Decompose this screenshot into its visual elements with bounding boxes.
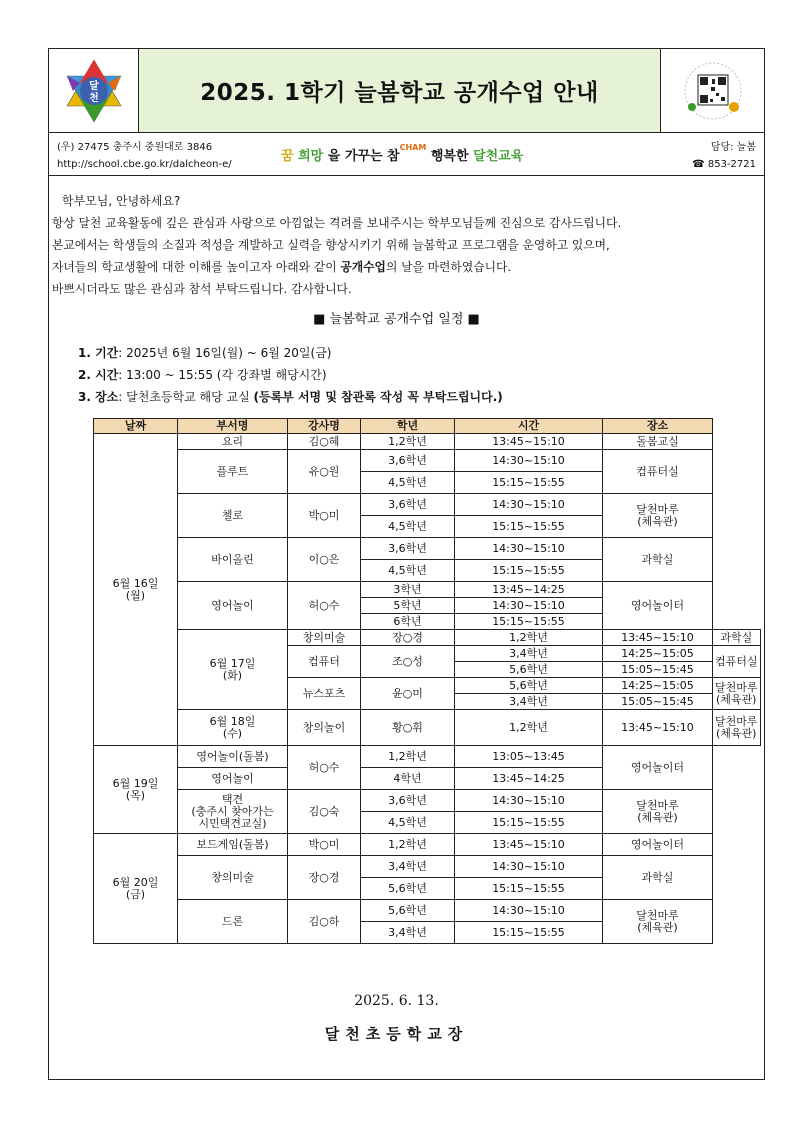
table-cell: 13:45~15:10	[455, 834, 603, 856]
document-date: 2025. 6. 13.	[354, 993, 439, 1009]
table-cell: 5,6학년	[455, 678, 603, 694]
header-teacher: 강사명	[288, 419, 361, 434]
table-cell: 윤○미	[361, 678, 455, 710]
greeting: 학부모님, 안녕하세요?	[62, 194, 181, 208]
table-cell: 13:45~15:10	[603, 630, 713, 646]
table-cell: 14:30~15:10	[455, 900, 603, 922]
table-cell: 조○성	[361, 646, 455, 678]
table-cell: 6월 20일 (금)	[94, 834, 178, 944]
table-cell: 김○숙	[288, 790, 361, 834]
page-title: 2025. 1학기 늘봄학교 공개수업 안내	[200, 80, 599, 106]
table-cell: 플루트	[178, 450, 288, 494]
school-url[interactable]: http://school.cbe.go.kr/dalcheon-e/	[57, 159, 232, 170]
table-cell: 4,5학년	[361, 516, 455, 538]
table-cell: 돌봄교실	[603, 434, 713, 450]
table-cell: 택견 (충주시 찾아가는 시민택견교실)	[178, 790, 288, 834]
table-cell: 15:05~15:45	[603, 662, 713, 678]
table-cell: 1,2학년	[455, 630, 603, 646]
table-cell: 달천마루 (체육관)	[603, 790, 713, 834]
schedule-items	[78, 342, 503, 408]
slogan: 꿈 희망 을 가꾸는 참$^{CHAM}$ 행복한 달천교육	[281, 143, 524, 164]
table-row	[94, 450, 761, 472]
letter-line-1: 항상 달천 교육활동에 깊은 관심과 사랑으로 아낌없는 격려를 보내주시는 학부모님들께 진심으로 감사드립니다.	[52, 216, 622, 230]
table-cell: 3,4학년	[455, 646, 603, 662]
table-row	[94, 834, 761, 856]
table-cell: 6학년	[361, 614, 455, 630]
table-cell: 요리	[178, 434, 288, 450]
table-cell: 영어놀이터	[603, 746, 713, 790]
table-cell: 14:30~15:10	[455, 494, 603, 516]
table-cell: 과학실	[603, 856, 713, 900]
svg-text:달: 달	[88, 80, 99, 92]
letter-line-4: 바쁘시더라도 많은 관심과 참석 부탁드립니다. 감사합니다.	[52, 282, 352, 296]
table-cell: 달천마루 (체육관)	[713, 678, 761, 710]
address: (우) 27475 충주시 중원대로 3846	[57, 142, 213, 153]
table-cell: 15:15~15:55	[455, 614, 603, 630]
school-logo	[49, 49, 139, 132]
table-cell: 14:25~15:05	[603, 678, 713, 694]
table-cell: 5학년	[361, 598, 455, 614]
table-cell: 5,6학년	[361, 878, 455, 900]
table-cell: 1,2학년	[361, 834, 455, 856]
table-cell: 6월 19일 (목)	[94, 746, 178, 834]
letter-paragraph	[52, 212, 621, 300]
table-cell: 허○수	[288, 746, 361, 790]
schedule-title: ■ 늘봄학교 공개수업 일정 ■	[313, 312, 480, 327]
table-cell: 황○휘	[361, 710, 455, 746]
table-cell: 컴퓨터실	[713, 646, 761, 678]
table-cell: 김○하	[288, 900, 361, 944]
table-cell: 3,6학년	[361, 494, 455, 516]
header-dept: 부서명	[178, 419, 288, 434]
table-cell: 13:05~13:45	[455, 746, 603, 768]
phone-number: ☎ 853-2721	[692, 159, 756, 170]
table-cell: 5,6학년	[361, 900, 455, 922]
table-cell: 창의미술	[288, 630, 361, 646]
table-cell: 1,2학년	[361, 746, 455, 768]
table-cell: 1,2학년	[361, 434, 455, 450]
item-place: 3. 장소: 달천초등학교 해당 교실 (등록부 서명 및 참관록 작성 꼭 부탁드립니다.)	[78, 390, 503, 404]
svg-text:천: 천	[88, 92, 99, 104]
schedule-table	[93, 418, 761, 944]
table-cell: 14:30~15:10	[455, 598, 603, 614]
table-row	[94, 856, 761, 878]
table-cell: 뉴스포츠	[288, 678, 361, 710]
table-cell: 14:25~15:05	[603, 646, 713, 662]
table-cell: 달천마루 (체육관)	[603, 900, 713, 944]
principal-signature: 달천초등학교장	[324, 1025, 469, 1043]
table-header-row	[94, 419, 761, 434]
table-cell: 4,5학년	[361, 812, 455, 834]
table-cell: 4,5학년	[361, 472, 455, 494]
table-cell: 유○원	[288, 450, 361, 494]
table-row	[94, 746, 761, 768]
table-cell: 13:45~15:10	[603, 710, 713, 746]
table-row	[94, 790, 761, 812]
title-cell	[139, 49, 661, 132]
table-cell: 첼로	[178, 494, 288, 538]
table-row	[94, 900, 761, 922]
table-cell: 과학실	[713, 630, 761, 646]
table-body	[94, 434, 761, 944]
table-cell: 달천마루 (체육관)	[713, 710, 761, 746]
table-cell: 3,4학년	[361, 922, 455, 944]
table-cell: 15:15~15:55	[455, 560, 603, 582]
header-time: 시간	[455, 419, 603, 434]
table-cell: 바이올린	[178, 538, 288, 582]
table-cell: 컴퓨터	[288, 646, 361, 678]
letter-body	[62, 190, 742, 212]
table-cell: 6월 17일 (화)	[178, 630, 288, 710]
contact-person: 담당: 늘봄	[710, 142, 756, 153]
table-cell: 3,6학년	[361, 790, 455, 812]
table-cell: 창의미술	[178, 856, 288, 900]
table-cell: 영어놀이(돌봄)	[178, 746, 288, 768]
table-cell: 14:30~15:10	[455, 856, 603, 878]
table-cell: 3,6학년	[361, 538, 455, 560]
table-cell: 15:15~15:55	[455, 812, 603, 834]
table-cell: 창의놀이	[288, 710, 361, 746]
header-date: 날짜	[94, 419, 178, 434]
header-grade: 학년	[361, 419, 455, 434]
table-cell: 1,2학년	[455, 710, 603, 746]
table-cell: 15:15~15:55	[455, 472, 603, 494]
table-row	[94, 434, 761, 450]
letter-line-3: 자녀들의 학교생활에 대한 이해를 높이고자 아래와 같이 공개수업의 날을 마련하였습니다.	[52, 260, 512, 274]
table-cell: 15:15~15:55	[455, 878, 603, 900]
table-cell: 장○경	[288, 856, 361, 900]
table-cell: 14:30~15:10	[455, 790, 603, 812]
item-period: 1. 기간: 2025년 6월 16일(월) ~ 6월 20일(금)	[78, 346, 332, 360]
table-cell: 3,4학년	[361, 856, 455, 878]
table-cell: 3,4학년	[455, 694, 603, 710]
table-cell: 3학년	[361, 582, 455, 598]
table-row	[94, 494, 761, 516]
table-cell: 13:45~14:25	[455, 768, 603, 790]
table-row	[94, 582, 761, 598]
info-bar	[49, 133, 764, 176]
table-cell: 13:45~15:10	[455, 434, 603, 450]
table-cell: 이○은	[288, 538, 361, 582]
table-row	[94, 630, 761, 646]
table-cell: 영어놀이	[178, 582, 288, 630]
table-cell: 13:45~14:25	[455, 582, 603, 598]
table-cell: 컴퓨터실	[603, 450, 713, 494]
table-cell: 영어놀이	[178, 768, 288, 790]
table-cell: 14:30~15:10	[455, 538, 603, 560]
table-cell: 박○미	[288, 494, 361, 538]
table-cell: 허○수	[288, 582, 361, 630]
item-time: 2. 시간: 13:00 ~ 15:55 (각 강좌별 해당시간)	[78, 368, 327, 382]
table-cell: 보드게임(돌봄)	[178, 834, 288, 856]
table-cell: 김○혜	[288, 434, 361, 450]
table-row	[94, 710, 761, 746]
table-cell: 4,5학년	[361, 560, 455, 582]
table-cell: 5,6학년	[455, 662, 603, 678]
table-cell: 드론	[178, 900, 288, 944]
table-cell: 영어놀이터	[603, 582, 713, 630]
table-cell: 15:15~15:55	[455, 922, 603, 944]
table-cell: 15:05~15:45	[603, 694, 713, 710]
table-row	[94, 538, 761, 560]
table-cell: 과학실	[603, 538, 713, 582]
table-cell: 15:15~15:55	[455, 516, 603, 538]
header	[49, 49, 764, 133]
table-cell: 박○미	[288, 834, 361, 856]
letter-line-2: 본교에서는 학생들의 소질과 적성을 계발하고 실력을 향상시키기 위해 늘봄학교 프로그램을 운영하고 있으며,	[52, 238, 610, 252]
table-cell: 장○경	[361, 630, 455, 646]
table-cell: 4학년	[361, 768, 455, 790]
table-cell: 영어놀이터	[603, 834, 713, 856]
table-cell: 달천마루 (체육관)	[603, 494, 713, 538]
table-cell: 3,6학년	[361, 450, 455, 472]
qr-code-badge	[661, 49, 764, 132]
header-place: 장소	[603, 419, 713, 434]
table-cell: 6월 18일 (수)	[178, 710, 288, 746]
table-cell: 14:30~15:10	[455, 450, 603, 472]
table-cell: 6월 16일 (월)	[94, 434, 178, 746]
